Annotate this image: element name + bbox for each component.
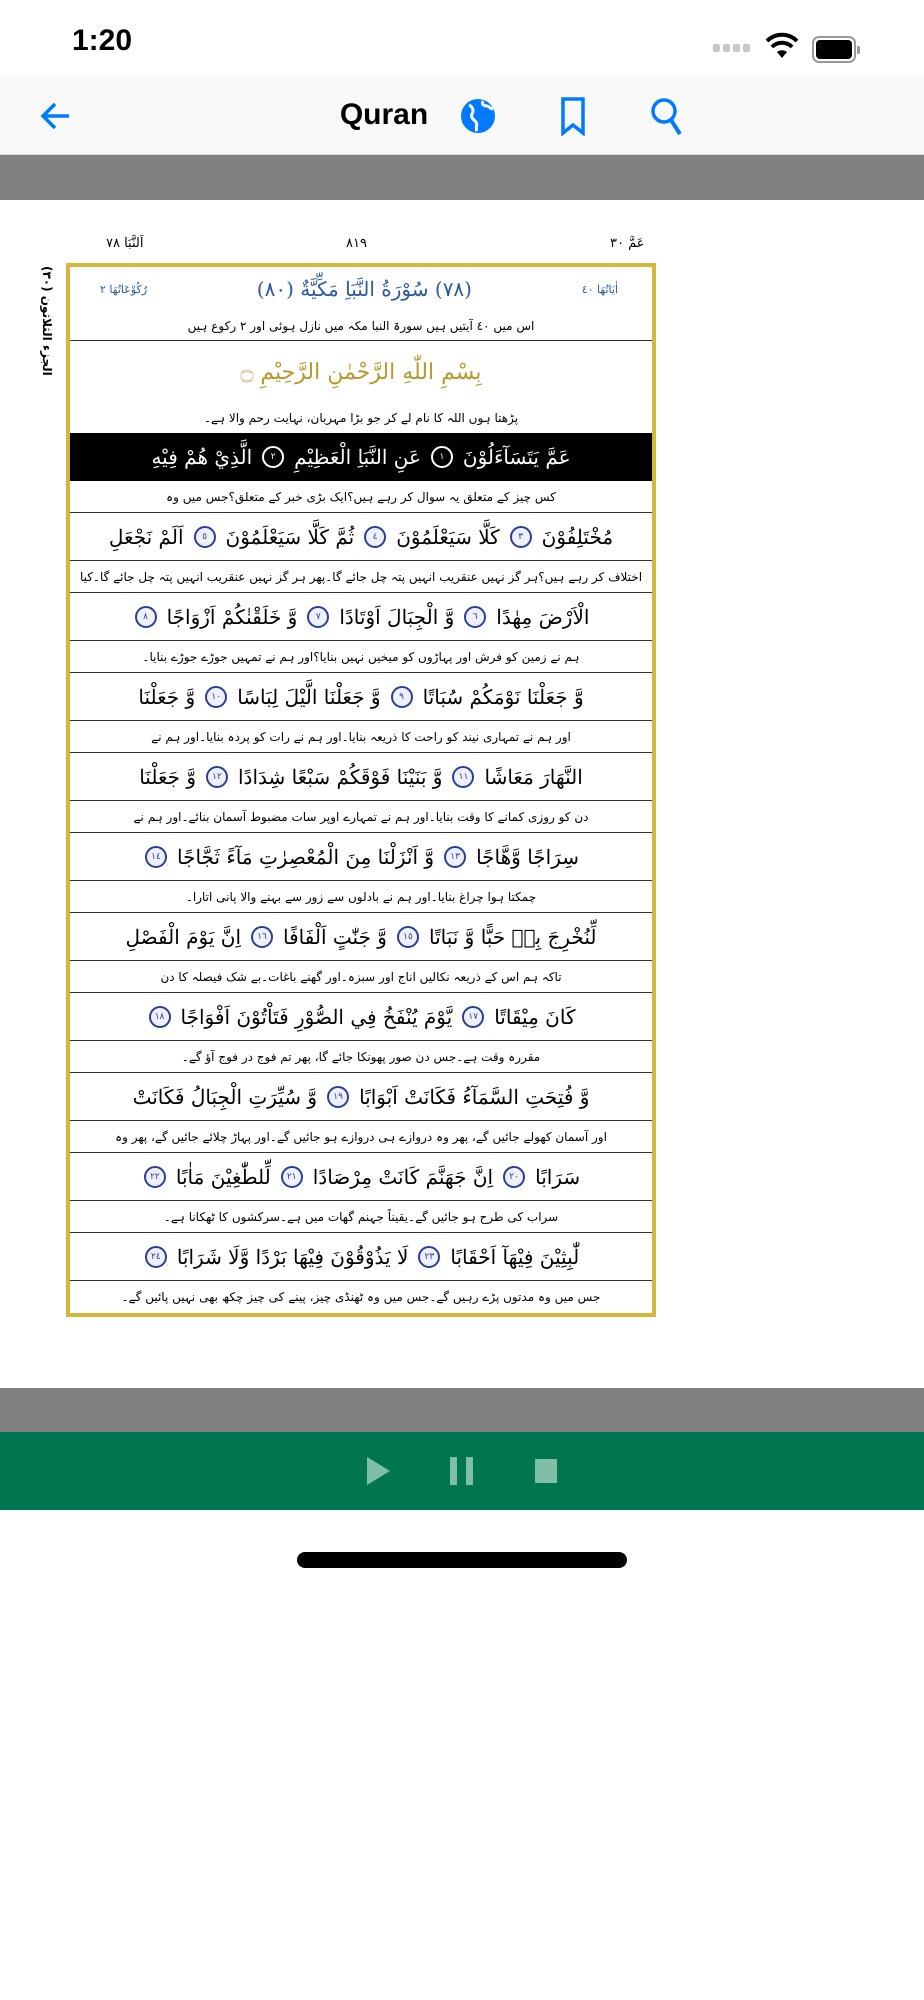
verse-text: اَلَمْ نَجْعَلِ bbox=[108, 524, 184, 549]
verse-text: وَّ سُيِّرَتِ الْجِبَالُ فَكَانَتْ bbox=[132, 1084, 318, 1109]
verse-text: وَّ جَعَلْنَا bbox=[138, 684, 196, 709]
bottom-gray-bar bbox=[0, 1388, 924, 1432]
verse-text: ثُمَّ كَلَّا سَيَعْلَمُوْنَ bbox=[225, 524, 355, 549]
verse-text: عَنِ النَّبَاِ الْعَظِيْمِ bbox=[294, 445, 421, 469]
ayah-number-marker: ٦ bbox=[464, 606, 486, 628]
pause-button[interactable] bbox=[442, 1451, 482, 1491]
status-bar bbox=[0, 0, 924, 76]
ayah-number-marker: ٨ bbox=[135, 606, 157, 628]
ayah-number-marker: ١٠ bbox=[205, 686, 227, 708]
verse-line[interactable] bbox=[70, 673, 652, 721]
bismillah: بِسْمِ اللّٰهِ الرَّحْمٰنِ الرَّحِيْمِ ۝ bbox=[240, 359, 482, 385]
surah-title-row bbox=[70, 267, 652, 311]
ayah-number-marker: ٢٠ bbox=[503, 1166, 525, 1188]
verse-line[interactable] bbox=[70, 1233, 652, 1281]
verse-line[interactable] bbox=[70, 993, 652, 1041]
bismillah-translation: پڑھتا ہوں اللہ کا نام لے کر جو بڑا مہربان، نہایت رحم والا ہے۔ bbox=[203, 411, 519, 425]
ayah-number-marker: ٥ bbox=[194, 526, 216, 548]
verse-text: كَانَ مِيْقَاتًا bbox=[494, 1004, 576, 1029]
translation-line: اختلاف کر رہے ہیں؟ہر گز نہیں عنقریب انہیں پتہ چل جائے گا۔پھر ہر گز نہیں عنقریب انہیں پتہ چل جائے گا۔کیا bbox=[70, 561, 652, 593]
verse-text: الَّذِيْ هُمْ فِيْهِ bbox=[151, 445, 253, 469]
ayah-number-marker: ١٤ bbox=[145, 846, 167, 868]
globe-icon bbox=[459, 97, 497, 135]
verse-text: وَّ الْجِبَالَ اَوْتَادًا bbox=[339, 604, 455, 629]
verse-text: لِّنُخْرِجَ بِهٖ حَبًّا وَّ نَبَاتًا bbox=[428, 924, 597, 949]
translation-line: اور ہم نے تمہاری نیند کو راحت کا ذریعہ بنایا۔اور ہم نے رات کو پردہ بنایا۔اور ہم نے bbox=[70, 721, 652, 753]
top-gray-bar bbox=[0, 155, 924, 200]
verse-text: كَلَّا سَيَعْلَمُوْنَ bbox=[396, 524, 500, 549]
ayah-number-marker: ١٣ bbox=[444, 846, 466, 868]
ayah-number-marker: ٢٢ bbox=[144, 1166, 166, 1188]
verse-text: لِّلطّٰغِيْنَ مَاٰبًا bbox=[175, 1164, 271, 1189]
verse-line[interactable] bbox=[70, 513, 652, 561]
battery-icon bbox=[812, 36, 856, 63]
ayah-number-marker: ١ bbox=[431, 446, 453, 468]
ayah-number-marker: ١٥ bbox=[397, 926, 419, 948]
back-button[interactable] bbox=[34, 94, 78, 138]
verse-text: وَّ جَنّٰتٍ اَلْفَافًا bbox=[283, 924, 387, 949]
ayah-number-marker: ١٢ bbox=[206, 766, 228, 788]
ayah-number-marker: ٢ bbox=[262, 446, 284, 468]
ayat-count: اٰيَاتُهَا ٤٠ bbox=[581, 282, 618, 296]
verse-text: وَّ جَعَلْنَا الَّيْلَ لِبَاسًا bbox=[237, 684, 381, 709]
ayah-number-marker: ١١ bbox=[452, 766, 474, 788]
verse-text: عَمَّ يَتَسَآءَلُوْنَ bbox=[462, 445, 571, 469]
juz-side-label: الجزء الثلاثون (٣٠) bbox=[40, 266, 54, 376]
verse-text: سِرَاجًا وَّهَّاجًا bbox=[476, 844, 579, 869]
bookmark-icon bbox=[560, 96, 586, 136]
verse-text: اِنَّ يَوْمَ الْفَصْلِ bbox=[125, 924, 242, 949]
verse-text: لَا يَذُوْقُوْنَ فِيْهَا بَرْدًا وَّلَا شَرَابًا bbox=[176, 1244, 409, 1269]
stop-button[interactable] bbox=[526, 1451, 566, 1491]
signal-icon bbox=[713, 44, 750, 52]
status-time: 1:20 bbox=[72, 24, 133, 57]
arrow-left-icon bbox=[39, 99, 73, 133]
language-button[interactable] bbox=[456, 94, 500, 138]
translation-line: مقررہ وقت ہے۔جس دن صور پھونکا جائے گا، پھر تم فوج در فوج آؤ گے۔ bbox=[70, 1041, 652, 1073]
ayah-number-marker: ١٨ bbox=[149, 1006, 171, 1028]
verse-line[interactable] bbox=[70, 833, 652, 881]
verse-line[interactable] bbox=[70, 753, 652, 801]
surah-info: اس میں ٤٠ آیتیں ہیں سورۃ النبا مکہ میں نازل ہوئی اور ٢ رکوع ہیں bbox=[70, 311, 652, 341]
search-button[interactable] bbox=[645, 94, 689, 138]
ayah-number-marker: ١٦ bbox=[251, 926, 273, 948]
ayah-number-marker: ٩ bbox=[391, 686, 413, 708]
translation-line: ہم نے زمین کو فرش اور پہاڑوں کو میخیں نہیں بنایا؟اور ہم نے تمہیں جوڑے جوڑے بنایا۔ bbox=[70, 641, 652, 673]
translation-line: چمکتا ہوا چراغ بنایا۔اور ہم نے بادلوں سے زور سے بہنے والا پانی اتارا۔ bbox=[70, 881, 652, 913]
verse-line[interactable] bbox=[70, 433, 652, 481]
page-number: ٨١٩ bbox=[346, 236, 367, 251]
play-button[interactable] bbox=[358, 1451, 398, 1491]
ayah-number-marker: ٢٤ bbox=[145, 1246, 167, 1268]
ayah-number-marker: ١٧ bbox=[462, 1006, 484, 1028]
ayah-number-marker: ٣ bbox=[510, 526, 532, 548]
search-icon bbox=[649, 96, 685, 136]
verse-text: وَّ اَنْزَلْنَا مِنَ الْمُعْصِرٰتِ مَآءً ثَجَّاجًا bbox=[177, 844, 435, 869]
translation-line: اور آسمان کھولے جائیں گے، پھر وہ دروازے ہی دروازے ہو جائیں گے۔اور پہاڑ چلائے جائیں گے، پھر وہ bbox=[70, 1121, 652, 1153]
translation-line: کس چیز کے متعلق یہ سوال کر رہے ہیں؟ایک بڑی خبر کے متعلق؟جس میں وہ bbox=[70, 481, 652, 513]
ayah-number-marker: ٢١ bbox=[281, 1166, 303, 1188]
page-frame bbox=[66, 263, 656, 1317]
page-title: Quran bbox=[339, 98, 429, 131]
home-indicator bbox=[297, 1552, 627, 1568]
ayah-number-marker: ٧ bbox=[307, 606, 329, 628]
play-icon bbox=[365, 1456, 391, 1486]
verse-text: النَّهَارَ مَعَاشًا bbox=[484, 764, 583, 789]
translation-line: تاکہ ہم اس کے ذریعہ نکالیں اناج اور سبزہ۔اور گھنے باغات۔بے شک فیصلہ کا دن bbox=[70, 961, 652, 993]
ayah-number-marker: ٤ bbox=[364, 526, 386, 548]
verse-text: لّٰبِثِيْنَ فِيْهَآ اَحْقَابًا bbox=[450, 1244, 580, 1269]
ayah-number-marker: ٢٣ bbox=[418, 1246, 440, 1268]
verse-text: يَّوْمَ يُنْفَخُ فِي الصُّوْرِ فَتَاْتُوْنَ اَفْوَاجًا bbox=[180, 1004, 453, 1029]
verse-line[interactable] bbox=[70, 1153, 652, 1201]
translation-line: سراب کی طرح ہو جائیں گے۔یقیناً جہنم گھات میں ہے۔سرکشوں کا ٹھکانا ہے۔ bbox=[70, 1201, 652, 1233]
translation-line: دن کو روزی کمانے کا وقت بنایا۔اور ہم نے تمہارے اوپر سات مضبوط آسمان بنائے۔اور ہم نے bbox=[70, 801, 652, 833]
bookmark-button[interactable] bbox=[551, 94, 595, 138]
nav-bar bbox=[0, 76, 924, 155]
verse-text: مُخْتَلِفُوْنَ bbox=[541, 524, 614, 549]
verse-line[interactable] bbox=[70, 1073, 652, 1121]
verse-text: وَّ بَنَيْنَا فَوْقَكُمْ سَبْعًا شِدَادًا bbox=[237, 764, 443, 789]
surah-title: (٧٨) سُوْرَةُ النَّبَاِ مَكِّيَّةٌ (٨٠) bbox=[256, 277, 472, 301]
verse-text: وَّ جَعَلْنَا bbox=[139, 764, 196, 789]
ayah-number-marker: ١٩ bbox=[327, 1086, 349, 1108]
verse-line[interactable] bbox=[70, 593, 652, 641]
verse-text: وَّ فُتِحَتِ السَّمَآءُ فَكَانَتْ اَبْوَابًا bbox=[359, 1084, 590, 1109]
stop-icon bbox=[534, 1458, 558, 1484]
juz-header-label: عَمَّ ٣٠ bbox=[610, 236, 645, 251]
verse-text: وَّ جَعَلْنَا نَوْمَكُمْ سُبَاتًا bbox=[422, 684, 584, 709]
wifi-icon bbox=[764, 30, 800, 60]
verse-text: اِنَّ جَهَنَّمَ كَانَتْ مِرْصَادًا bbox=[312, 1164, 494, 1189]
surah-header-label: اَلنَّبَا ٧٨ bbox=[106, 236, 144, 251]
audio-player bbox=[0, 1432, 924, 1510]
verse-text: سَرَابًا bbox=[535, 1164, 581, 1189]
verse-text: وَّ خَلَقْنٰكُمْ اَزْوَاجًا bbox=[166, 604, 298, 629]
verse-line[interactable] bbox=[70, 913, 652, 961]
ruku-count: رُكُوْعَاتُهَا ٢ bbox=[100, 282, 148, 296]
translation-line: جس میں وہ مدتوں پڑے رہیں گے۔جس میں وہ ٹھنڈی چیز، پینے کی چیز چکھ بھی نہیں پائیں گے۔ bbox=[121, 1290, 601, 1304]
verse-text: الْاَرْضَ مِهٰدًا bbox=[496, 604, 590, 629]
pause-icon bbox=[448, 1456, 476, 1486]
